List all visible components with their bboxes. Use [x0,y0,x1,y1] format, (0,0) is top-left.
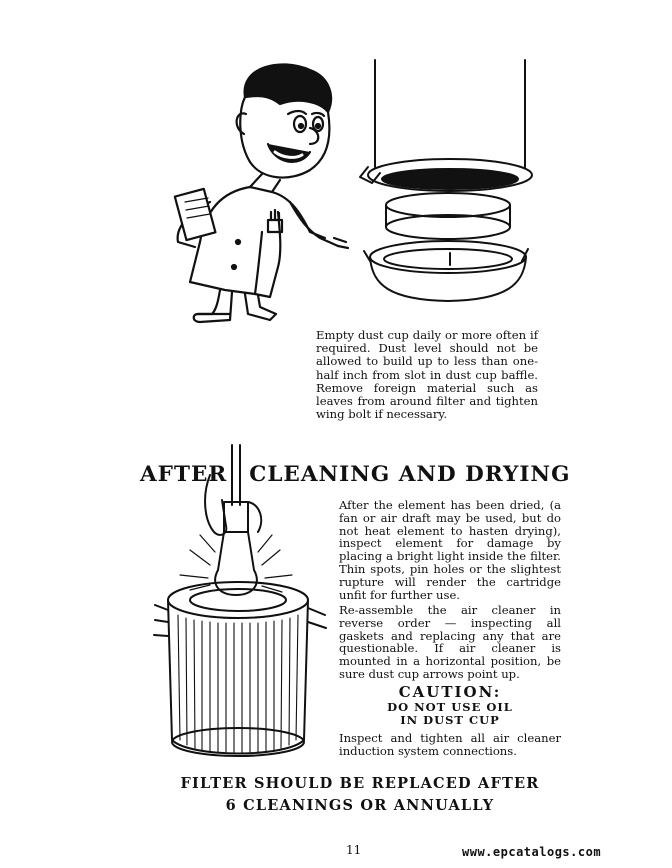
section-heading [140,462,580,487]
section-heading-part2: CLEANING AND DRYING [249,462,571,487]
cartoon-man-illustration [150,52,350,327]
page-number: 11 [346,843,362,857]
replacement-notice-line2: 6 CLEANINGS OR ANNUALLY [225,797,495,814]
caution-line2: IN DUST CUP [400,713,500,727]
caution-box [339,684,561,727]
watermark: www.epcatalogs.com [462,845,602,859]
replacement-notice [140,773,580,817]
caution-title: CAUTION: [398,683,502,701]
caution-line1: DO NOT USE OIL [387,700,513,714]
reassemble-paragraph: Re-assemble the air cleaner in reverse order — inspecting all gaskets and replacing any that are questionable. If air cleaner is mounted in a horizontal position, be sure dust cup arrows point up. [339,603,561,681]
dust-cup-instructions: Empty dust cup daily or more often if required. Dust level should not be allowed to build up to less than one-half inch from slot in dust cup baffle. Remove foreign material such as leaves from around filter and tighten wing bolt if necessary. [316,328,538,422]
inspect-element-paragraph: After the element has been dried, (a fan or air draft may be used, but do not heat element to hasten drying), inspect element for damage by placing a bright light inside the filter. Thin spots, pin holes or the slightest rupture will render the cartridge unfit for further use. [339,498,561,602]
inspect-connections-paragraph: Inspect and tighten all air cleaner induction system connections. [339,731,561,758]
replacement-notice-line1: FILTER SHOULD BE REPLACED AFTER [180,775,540,792]
filter-cartridge-illustration [150,440,335,770]
section-heading-part1: AFTER [140,462,228,487]
dust-cup-illustration [350,55,535,310]
